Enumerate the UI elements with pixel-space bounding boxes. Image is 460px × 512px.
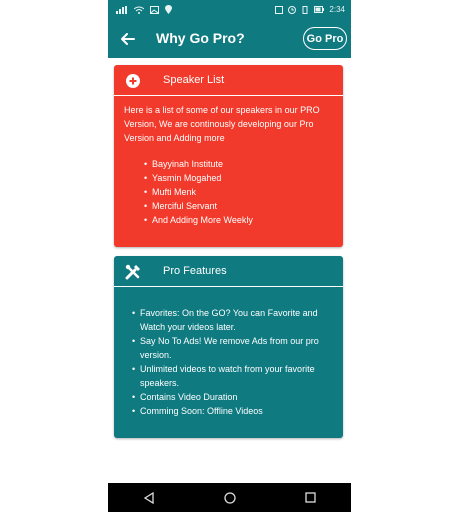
back-button[interactable] xyxy=(118,29,138,49)
status-right-icons xyxy=(275,5,345,14)
wifi-icon xyxy=(134,6,144,14)
system-nav-bar xyxy=(108,483,351,512)
speaker-card-title: Speaker List xyxy=(163,74,225,86)
location-icon xyxy=(165,5,172,14)
nav-home-button[interactable] xyxy=(220,488,240,508)
speaker-list-card xyxy=(114,65,343,247)
square-recents-icon xyxy=(305,492,316,503)
pro-card-header xyxy=(114,256,343,287)
alarm-icon xyxy=(288,6,296,14)
vibrate-icon xyxy=(301,6,309,14)
battery-icon xyxy=(314,6,324,13)
nav-recents-button[interactable] xyxy=(301,488,321,508)
speaker-intro-text: Here is a list of some of our speakers in our PRO Version, We are continously developing our Pro Version and Adding more xyxy=(124,105,320,143)
go-pro-button[interactable]: Go Pro xyxy=(303,27,347,50)
nav-back-button[interactable] xyxy=(139,488,159,508)
speaker-card-header xyxy=(114,65,343,96)
list-item: • Merciful Servant xyxy=(144,199,334,213)
pro-card-title: Pro Features xyxy=(163,265,227,277)
list-item: • Contains Video Duration xyxy=(132,390,332,404)
list-item: • Favorites: On the GO? You can Favorite and Watch your videos later. xyxy=(132,306,332,334)
tools-icon xyxy=(125,264,141,280)
list-item: • Unlimited videos to watch from your favorite speakers. xyxy=(132,362,332,390)
nfc-icon xyxy=(275,6,283,14)
speaker-list xyxy=(144,157,334,227)
list-item: • Yasmin Mogahed xyxy=(144,171,334,185)
list-item: • Say No To Ads! We remove Ads from our pro version. xyxy=(132,334,332,362)
arrow-left-icon xyxy=(121,33,135,45)
list-item: • Mufti Menk xyxy=(144,185,334,199)
status-time: 2:34 xyxy=(329,5,345,14)
status-bar xyxy=(108,0,351,20)
app-toolbar xyxy=(108,20,351,58)
triangle-back-icon xyxy=(144,492,154,504)
page-title: Why Go Pro? xyxy=(156,30,245,46)
pro-features-list xyxy=(132,306,332,418)
circle-home-icon xyxy=(224,492,236,504)
list-item: • And Adding More Weekly xyxy=(144,213,334,227)
status-left-icons xyxy=(116,5,172,14)
list-item: • Bayyinah Institute xyxy=(144,157,334,171)
phone-screen xyxy=(108,0,351,512)
signal-icon xyxy=(116,6,128,14)
plus-circle-icon xyxy=(125,73,141,89)
pro-features-card xyxy=(114,256,343,438)
list-item: • Comming Soon: Offline Videos xyxy=(132,404,332,418)
image-icon xyxy=(150,6,159,14)
